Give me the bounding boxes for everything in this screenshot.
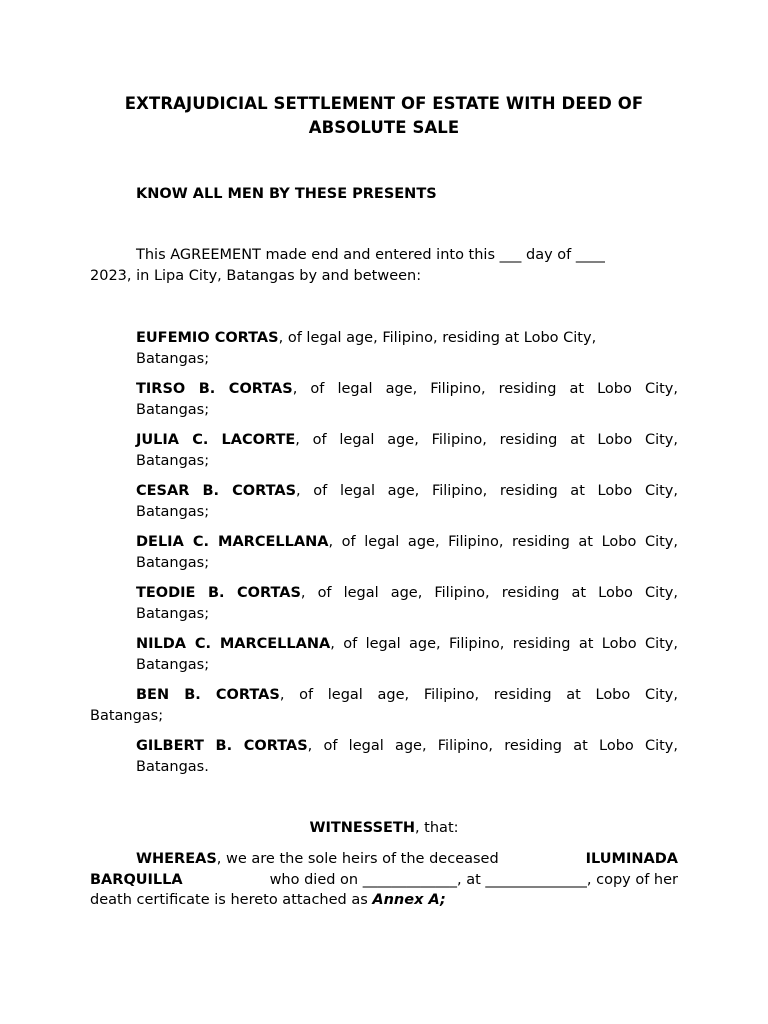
party-description: , of legal age, Filipino, residing at Lobo City, — [292, 381, 678, 397]
witnesseth-rest: , that: — [414, 820, 459, 836]
whereas-line-1 — [90, 849, 678, 870]
party-entry — [136, 736, 678, 777]
whereas-line-2 — [90, 870, 678, 891]
whereas-paragraph — [90, 849, 678, 911]
party-description: , of legal age, Filipino, residing at Lobo City, — [295, 432, 678, 448]
whereas-line-3 — [90, 890, 678, 911]
title-line-2: ABSOLUTE SALE — [308, 118, 460, 137]
party-entry — [136, 328, 678, 369]
intro-line-1 — [90, 245, 678, 266]
deceased-first-name: ILUMINADA — [585, 851, 678, 867]
intro-line-2: 2023, in Lipa City, Batangas by and between: — [90, 268, 422, 284]
party-location: Batangas. — [136, 758, 209, 775]
whereas-text-2: who died on _____________, at ______________, copy of her — [269, 871, 678, 888]
party-location: Batangas; — [136, 452, 210, 469]
party-first-line — [136, 379, 678, 400]
party-location: Batangas; — [136, 656, 210, 673]
party-name: EUFEMIO CORTAS — [136, 330, 279, 346]
party-name: GILBERT B. CORTAS — [136, 738, 308, 754]
party-location: Batangas; — [136, 554, 210, 571]
party-entry — [136, 583, 678, 624]
party-description: , of legal age, Filipino, residing at Lobo City, — [296, 483, 678, 499]
intro-paragraph — [90, 245, 678, 287]
party-name: NILDA C. MARCELLANA — [136, 636, 331, 652]
party-location: Batangas; — [136, 503, 210, 520]
party-first-line — [136, 481, 678, 502]
party-entry — [90, 685, 678, 726]
party-entry — [136, 481, 678, 522]
party-name: JULIA C. LACORTE — [136, 432, 296, 448]
section-heading: KNOW ALL MEN BY THESE PRESENTS — [136, 186, 437, 202]
party-first-line — [136, 685, 678, 706]
witnesseth-label: WITNESSETH — [309, 820, 415, 836]
party-description: , of legal age, Filipino, residing at Lobo City, — [278, 330, 597, 346]
party-description: , of legal age, Filipino, residing at Lobo City, — [300, 585, 678, 601]
party-name: DELIA C. MARCELLANA — [136, 534, 329, 550]
party-description: , of legal age, Filipino, residing at Lobo City, — [328, 534, 678, 550]
annex-reference: Annex A; — [372, 892, 446, 908]
party-name: BEN B. CORTAS — [136, 687, 280, 703]
party-name: TIRSO B. CORTAS — [136, 381, 293, 397]
party-description: , of legal age, Filipino, residing at Lobo City, — [279, 687, 678, 703]
party-description: , of legal age, Filipino, residing at Lobo City, — [330, 636, 678, 652]
party-entry — [136, 379, 678, 420]
whereas-label: WHEREAS — [136, 851, 217, 867]
party-entry — [136, 634, 678, 675]
witnesseth-line — [90, 818, 678, 838]
party-first-line — [136, 328, 678, 349]
intro-text-1: This AGREEMENT made end and entered into this ___ day of ____ — [136, 247, 605, 263]
document-title — [90, 92, 678, 140]
party-name: CESAR B. CORTAS — [136, 483, 297, 499]
party-entry — [136, 532, 678, 573]
party-name: TEODIE B. CORTAS — [136, 585, 301, 601]
deceased-last-name: BARQUILLA — [90, 871, 183, 888]
party-first-line — [136, 583, 678, 604]
title-line-1: EXTRAJUDICIAL SETTLEMENT OF ESTATE WITH DEED OF — [124, 94, 644, 113]
party-entry — [136, 430, 678, 471]
whereas-text-3: death certificate is hereto attached as — [90, 892, 368, 908]
party-description: , of legal age, Filipino, residing at Lobo City, — [307, 738, 678, 754]
party-location: Batangas; — [136, 605, 210, 622]
whereas-text-1: , we are the sole heirs of the deceased — [216, 851, 499, 867]
party-location: Batangas; — [90, 707, 164, 724]
party-first-line — [136, 634, 678, 655]
party-first-line — [136, 430, 678, 451]
party-first-line — [136, 532, 678, 553]
party-first-line — [136, 736, 678, 757]
party-location: Batangas; — [136, 401, 210, 418]
party-location: Batangas; — [136, 350, 210, 367]
